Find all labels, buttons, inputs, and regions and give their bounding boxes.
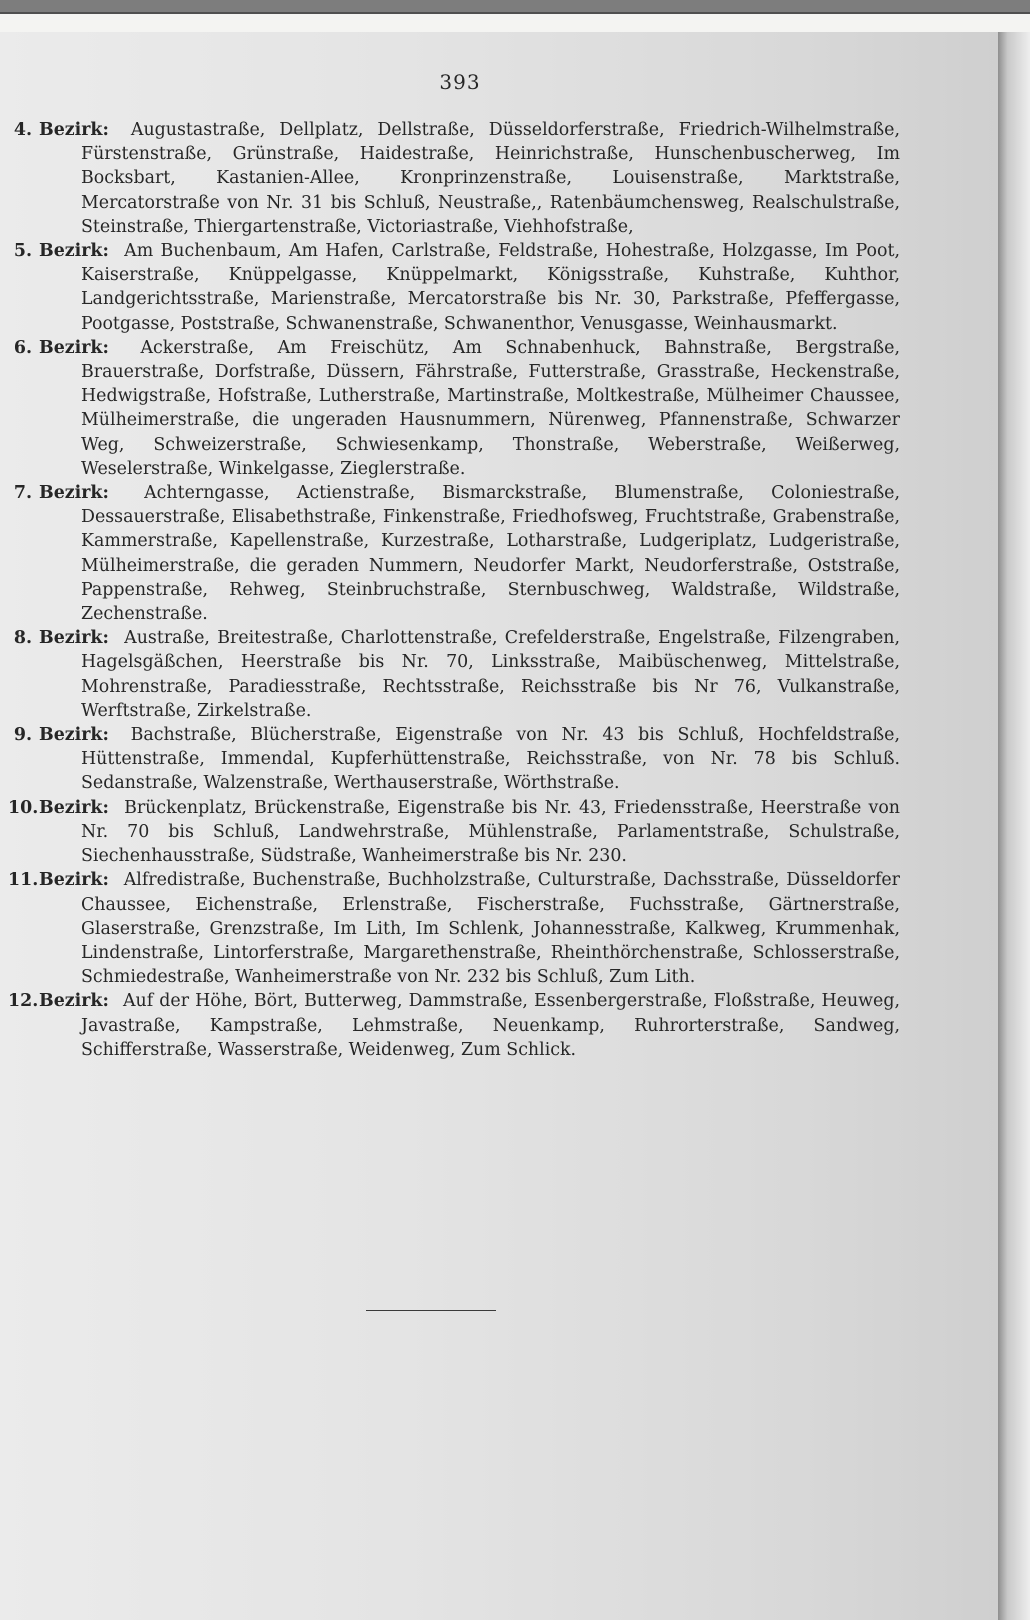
district-number: 10. — [8, 797, 39, 818]
district-number: 7. — [13, 483, 32, 504]
district-label: Bezirk: — [39, 483, 109, 504]
district-label: Bezirk: — [39, 628, 109, 649]
district-label: Bezirk: — [39, 120, 109, 140]
district-streets: Am Buchenbaum, Am Hafen, Carlstraße, Feldstraße, Hohestraße, Holzgasse, Im Poot, Kaiserstraße, Knüppelgasse, Knüppelmarkt, Königsstraße, Kuhstraße, Kuhthor, Landgerichtsstraße, Marienstraße, Mercatorstraße bis Nr. 30, Parkstraße, Pfeffergasse, Pootgasse, Poststraße, Schwanenstraße, Schwanenthor, Venusgasse, Weinhausmarkt. — [81, 241, 901, 334]
district-label: Bezirk: — [39, 870, 109, 891]
district-streets: Brückenplatz, Brückenstraße, Eigenstraße bis Nr. 43, Friedensstraße, Heerstraße von Nr. 70 bis Schluß, Landwehrstraße, Mühlenstraße, Parlamentstraße, Schulstraße, Siechenhausstraße, Südstraße, Wanheimerstraße bis Nr. 230. — [81, 797, 900, 867]
district-number: 6. — [13, 337, 32, 358]
district-label: Bezirk: — [39, 797, 109, 818]
district-list — [8, 118, 900, 1062]
district-label: Bezirk: — [39, 337, 109, 358]
district-entry-9 — [8, 723, 900, 796]
district-number: 11. — [8, 870, 39, 891]
district-streets: Augustastraße, Dellplatz, Dellstraße, Düsseldorferstraße, Friedrich-Wilhelmstraße, Fürstenstraße, Grünstraße, Haidestraße, Heinrichstraße, Hunschenbuscherweg, Im Bocksbart, Kastanien-Allee, Kronprinzenstraße, Louisenstraße, Marktstraße, Mercatorstraße von Nr. 31 bis Schluß, Neustraße,, Ratenbäumchensweg, Realschulstraße, Steinstraße, Thiergartenstraße, Victoriastraße, Viehhofstraße, — [81, 120, 900, 237]
district-number: 9. — [13, 725, 32, 746]
section-divider-rule — [366, 1310, 496, 1311]
district-label: Bezirk: — [39, 725, 109, 746]
district-label: Bezirk: — [39, 991, 109, 1012]
scan-top-edge — [0, 0, 1030, 14]
district-entry-12 — [8, 989, 900, 1062]
district-streets: Ackerstraße, Am Freischütz, Am Schnabenhuck, Bahnstraße, Bergstraße, Brauerstraße, Dorfstraße, Düssern, Fährstraße, Futterstraße, Grasstraße, Heckenstraße, Hedwigstraße, Hofstraße, Lutherstraße, Martinstraße, Moltkestraße, Mülheimer Chaussee, Mülheimerstraße, die ungeraden Hausnummern, Nürenweg, Pfannenstraße, Schwarzer Weg, Schweizerstraße, Schwiesenkamp, Thonstraße, Weberstraße, Weißerweg, Weselerstraße, Winkelgasse, Zieglerstraße. — [81, 337, 900, 479]
district-streets: Auf der Höhe, Bört, Butterweg, Dammstraße, Essenbergerstraße, Floßstraße, Heuweg, Javastraße, Kampstraße, Lehmstraße, Neuenkamp, Ruhrorterstraße, Sandweg, Schifferstraße, Wasserstraße, Weidenweg, Zum Schlick. — [81, 991, 900, 1060]
district-entry-4 — [8, 118, 900, 239]
district-streets: Achterngasse, Actienstraße, Bismarckstraße, Blumenstraße, Coloniestraße, Dessauerstraße, Elisabethstraße, Finkenstraße, Friedhofsweg, Fruchtstraße, Grabenstraße, Kammerstraße, Kapellenstraße, Kurzestraße, Lotharstraße, Ludgeriplatz, Ludgeristraße, Mülheimerstraße, die geraden Nummern, Neudorfer Markt, Neudorferstraße, Oststraße, Pappenstraße, Rehweg, Steinbruchstraße, Sternbuschweg, Waldstraße, Wildstraße, Zechenstraße. — [81, 483, 900, 625]
district-number: 4. — [13, 120, 32, 140]
district-entry-10 — [8, 796, 900, 869]
district-entry-11 — [8, 868, 900, 989]
district-label: Bezirk: — [39, 241, 109, 262]
page-number: 393 — [439, 70, 481, 94]
district-entry-5 — [8, 239, 900, 336]
district-entry-7 — [8, 481, 900, 626]
district-entry-6 — [8, 336, 900, 481]
district-number: 12. — [8, 991, 39, 1012]
district-streets: Bachstraße, Blücherstraße, Eigenstraße von Nr. 43 bis Schluß, Hochfeldstraße, Hüttenstraße, Immendal, Kupferhüttenstraße, Reichsstraße, von Nr. 78 bis Schluß. Sedanstraße, Walzenstraße, Werthauserstraße, Wörthstraße. — [81, 725, 900, 794]
district-streets: Alfredistraße, Buchenstraße, Buchholzstraße, Culturstraße, Dachsstraße, Düsseldorfer Chaussee, Eichenstraße, Erlenstraße, Fischerstraße, Fuchsstraße, Gärtnerstraße, Glaserstraße, Grenzstraße, Im Lith, Im Schlenk, Johannesstraße, Kalkweg, Krummenhak, Lindenstraße, Lintorferstraße, Margarethenstraße, Rheinthörchenstraße, Schlosserstraße, Schmiedestraße, Wanheimerstraße von Nr. 232 bis Schluß, Zum Lith. — [81, 870, 900, 988]
district-number: 8. — [13, 628, 32, 649]
page-binding-edge — [998, 32, 1030, 1620]
district-number: 5. — [13, 241, 32, 262]
district-streets: Austraße, Breitestraße, Charlottenstraße, Crefelderstraße, Engelstraße, Filzengraben, Hagelsgäßchen, Heerstraße bis Nr. 70, Linksstraße, Maibüschenweg, Mittelstraße, Mohrenstraße, Paradiesstraße, Rechtsstraße, Reichsstraße bis Nr 76, Vulkanstraße, Werftstraße, Zirkelstraße. — [81, 628, 900, 721]
district-entry-8 — [8, 626, 900, 723]
